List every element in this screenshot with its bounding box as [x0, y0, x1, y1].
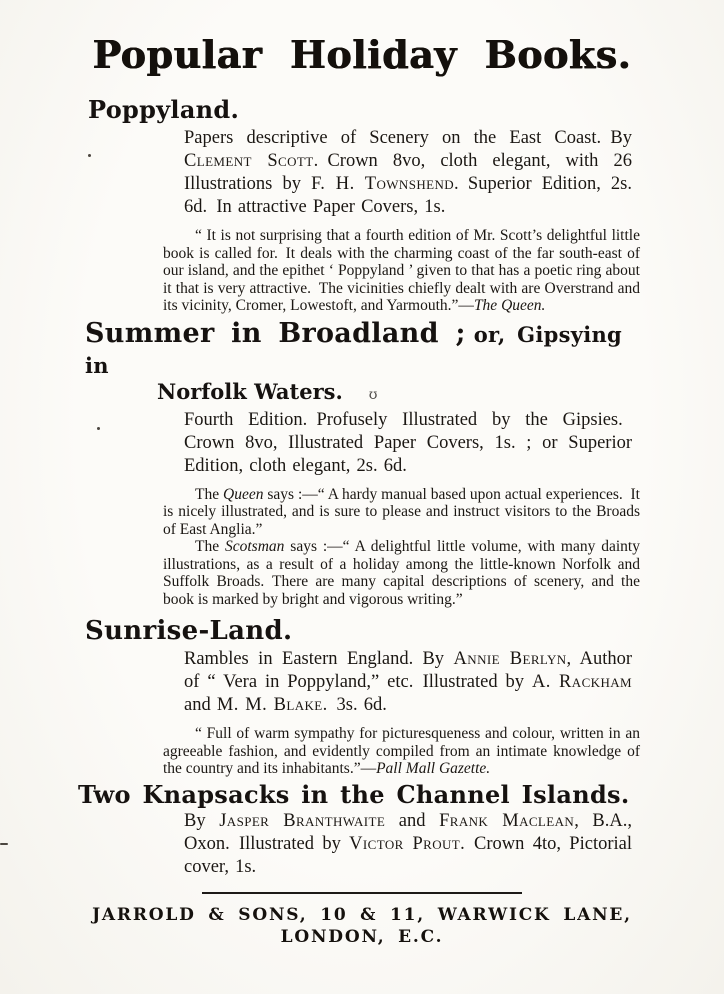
section-sunrise-land — [84, 616, 640, 778]
publisher-imprint: JARROLD & SONS, 10 & 11, WARWICK LANE, LONDON, E.C. — [92, 904, 632, 947]
section-poppyland — [84, 97, 640, 315]
ink-speck — [97, 427, 100, 430]
divider-rule — [202, 892, 522, 894]
section-heading-summer — [85, 319, 640, 381]
ink-speck — [88, 154, 91, 157]
press-quote-pall-mall: “ Full of warm sympathy for picturesqueness and colour, written in an agreeable fashion, and evidently compiled from an intimate knowledge of the country and its inhabitants.”—Pall Mall Gazette. — [163, 725, 640, 777]
book-description: Fourth Edition. Profusely Illustrated by the Gipsies. Crown 8vo, Illustrated Paper Covers, 1s. ; or Superior Edition, cloth elegant, 2s. 6d. — [184, 409, 632, 476]
section-summer-in-broadland — [84, 319, 640, 609]
press-quote-queen: “ It is not surprising that a fourth edition of Mr. Scott’s delightful little book is called for. It deals with the charming coast of the far south-east of our island, and the epithet ‘ Poppyland ’ given to that has a poetic ring about it that is very attractive. The vicinities chiefly dealt with are Overstrand and its vicinity, Cromer, Lowestoft, and Yarmouth.”—The Queen. — [163, 227, 640, 314]
ink-speck — [0, 843, 8, 845]
section-heading-poppyland: Poppyland. — [88, 95, 240, 124]
page-title: Popular Holiday Books. — [92, 32, 632, 77]
book-description: Rambles in Eastern England. By Annie Berlyn, Author of “ Vera in Poppyland,” etc. Illustrated by A. Rackham and M. M. Blake. 3s. 6d. — [184, 649, 633, 715]
book-description: Papers descriptive of Scenery on the East Coast. By Clement Scott. Crown 8vo, cloth elegant, with 26 Illustrations by F. H. Townshend. Superior Edition, 2s. 6d. In attractive Paper Covers, 1s. — [184, 128, 632, 217]
section-heading-sunrise: Sunrise-Land. — [85, 616, 293, 646]
heading-subtitle-text: or, Gipsying in — [85, 321, 623, 378]
heading-main-text: Summer in Broadland ; — [85, 317, 466, 349]
book-description: By Jasper Branthwaite and Frank Maclean, B.A., Oxon. Illustrated by Victor Prout. Crown 4to, Pictorial cover, 1s. — [184, 810, 632, 877]
heading-second-line — [157, 380, 640, 407]
section-two-knapsacks — [78, 779, 640, 879]
press-quote-queen-says: The Queen says :—“ A hardy manual based upon actual experiences. It is nicely illustrated, and is sure to please and instruct visitors to the Broads of East Anglia.” — [163, 485, 640, 538]
heading-line2-text: Norfolk Waters. — [157, 378, 343, 404]
press-quote-scotsman-says: The Scotsman says :—“ A delightful little volume, with many dainty illustrations, as a result of a holiday among the little-known Norfolk and Suffolk Broads. There are many capital descriptions of scenery, and the book is marked by bright and vigorous writing.” — [163, 538, 640, 608]
section-heading-knapsacks: Two Knapsacks in the Channel Islands. — [78, 779, 630, 809]
print-artifact: ʊ — [368, 386, 378, 403]
